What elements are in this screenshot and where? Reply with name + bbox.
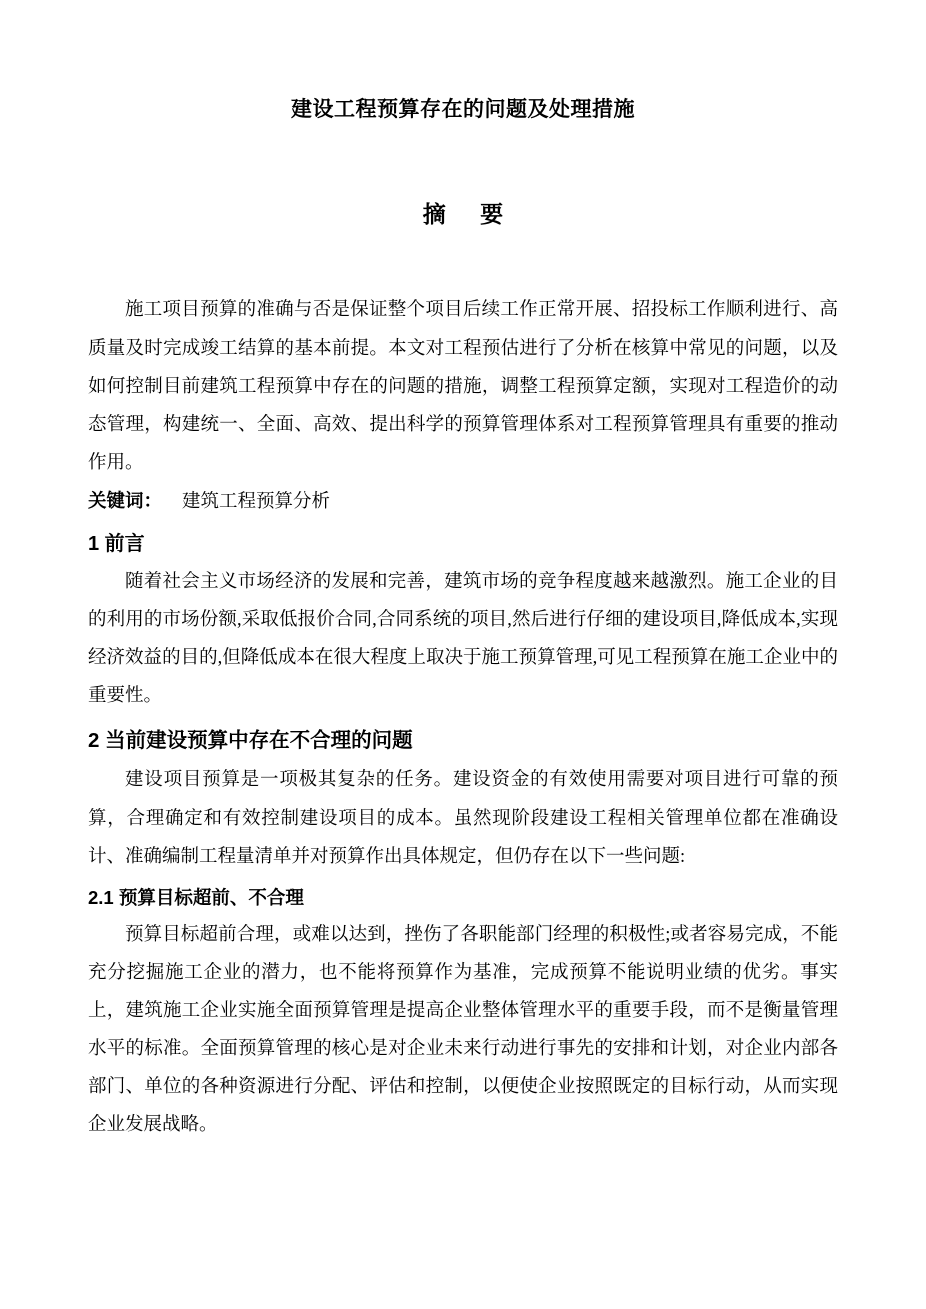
abstract-heading: 摘 要 bbox=[422, 201, 518, 228]
subsection-2-1-paragraph-1: 预算目标超前合理，或难以达到，挫伤了各职能部门经理的积极性;或者容易完成，不能充分挖掘施工企业的潜力，也不能将预算作为基准，完成预算不能说明业绩的优劣。事实上，建筑施工企业实施全面预算管理是提高企业整体管理水平的重要手段，而不是衡量管理水平的标准。全面预算管理的核心是对企业未来行动进行事先的安排和计划，对企业内部各部门、单位的各种资源进行分配、评估和控制，以便使企业按照既定的目标行动，从而实现企业发展战略。 bbox=[88, 924, 838, 1136]
page-title: 建设工程预算存在的问题及处理措施 bbox=[291, 98, 635, 121]
section-1-paragraph-1: 随着社会主义市场经济的发展和完善，建筑市场的竞争程度越来越激烈。施工企业的目的利用的市场份额,采取低报价合同,合同系统的项目,然后进行仔细的建设项目,降低成本,实现经济效益的目的,但降低成本在很大程度上取决于施工预算管理,可见工程预算在施工企业中的重要性。 bbox=[88, 572, 838, 707]
keywords-line bbox=[88, 482, 838, 521]
section-heading-1: 1 前言 bbox=[88, 533, 145, 556]
section-heading-2: 2 当前建设预算中存在不合理的问题 bbox=[88, 729, 413, 753]
section-2-paragraph-1: 建设项目预算是一项极其复杂的任务。建设资金的有效使用需要对项目进行可靠的预算，合理确定和有效控制建设项目的成本。虽然现阶段建设工程相关管理单位都在准确设计、准确编制工程量清单并对预算作出具体规定，但仍存在以下一些问题: bbox=[88, 770, 838, 867]
keywords-label: 关键词： bbox=[88, 489, 163, 511]
subsection-heading-2-1: 2.1 预算目标超前、不合理 bbox=[88, 886, 304, 908]
keywords-value: 建筑工程预算分析 bbox=[182, 491, 331, 512]
abstract-paragraph: 施工项目预算的准确与否是保证整个项目后续工作正常开展、招投标工作顺利进行、高质量及时完成竣工结算的基本前提。本文对工程预估进行了分析在核算中常见的问题，以及如何控制目前建筑工程预算中存在的问题的措施，调整工程预算定额，实现对工程造价的动态管理，构建统一、全面、高效、提出科学的预算管理体系对工程预算管理具有重要的推动作用。 bbox=[88, 300, 838, 473]
